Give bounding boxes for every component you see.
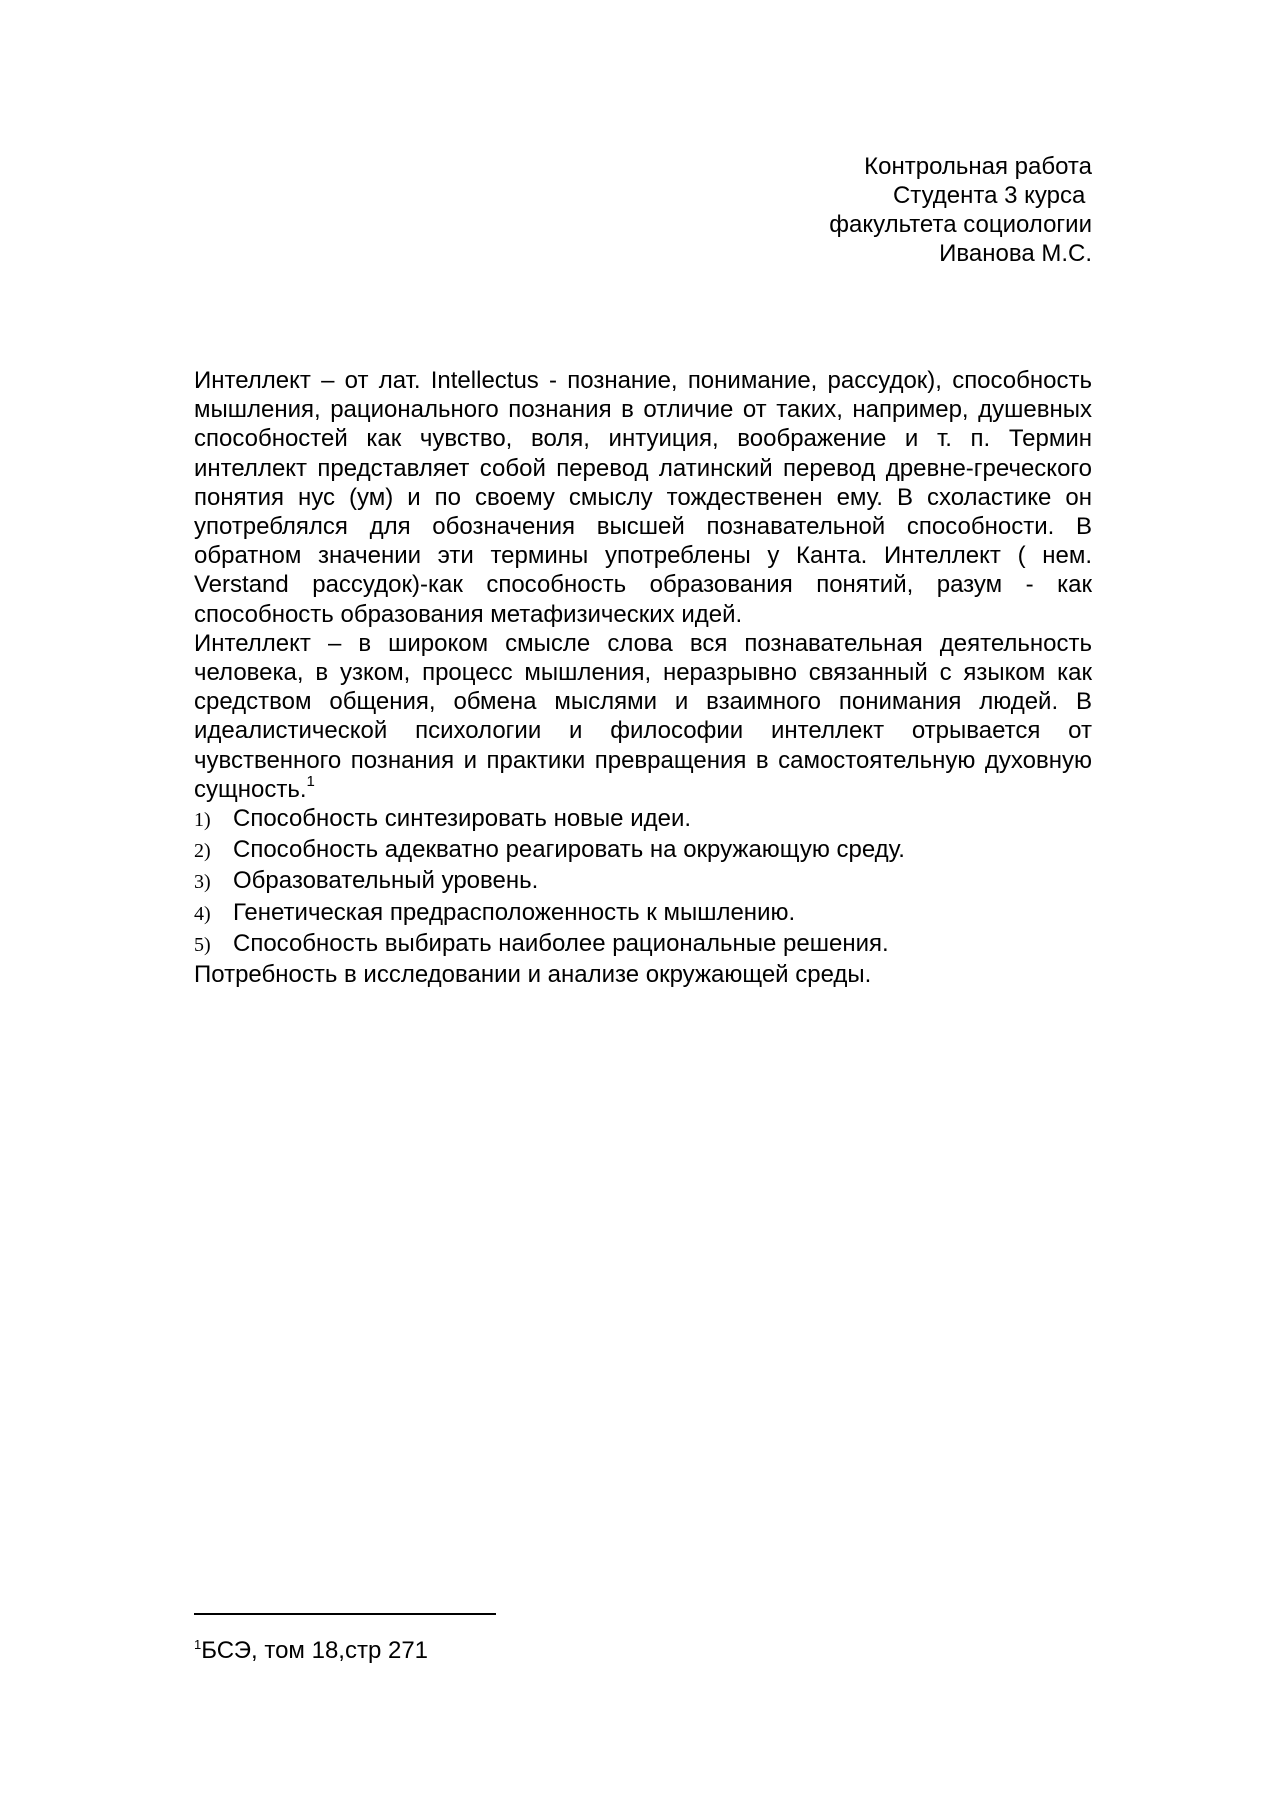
title-line-faculty: факультета социологии xyxy=(829,211,1092,238)
footnote-separator xyxy=(194,1613,496,1615)
title-line-work-type: Контрольная работа xyxy=(864,153,1092,180)
list-item-number: 4) xyxy=(194,902,211,925)
list-item xyxy=(194,929,1092,960)
list-item-text: Образовательный уровень. xyxy=(233,867,539,895)
paragraph-need: Потребность в исследовании и анализе окружающей среды. xyxy=(194,961,872,989)
title-block xyxy=(592,152,1092,268)
list-item-number: 2) xyxy=(194,840,211,863)
list-item-text: Способность адекватно реагировать на окружающую среду. xyxy=(233,836,905,864)
paragraph-definition: Интеллект – от лат. Intellectus - познание, понимание, рассудок), способность мышления, рационального познания в отличие от таких, например, душевных способностей как чувство, воля, интуиция, воображение и т. п. Термин интеллект представляет собой перевод латинский перевод древне-греческого понятия нус (ум) и по своему смыслу тождественен ему. В схоластике он употреблялся для обозначения высшей познавательной способности. В обратном значении эти термины употреблены у Канта. Интеллект ( нем. Verstand рассудок)-как способность образования понятий, разум - как способность образования метафизических идей. xyxy=(194,367,1092,628)
list-item xyxy=(194,804,1092,835)
list-item xyxy=(194,866,1092,897)
list-item-text: Генетическая предрасположенность к мышлению. xyxy=(233,898,796,926)
list-item xyxy=(194,898,1092,929)
title-line-student: Студента 3 курса xyxy=(892,182,1092,209)
main-text xyxy=(194,366,1092,989)
paragraph-broad-sense xyxy=(194,629,1092,804)
footnote-mark: 1 xyxy=(194,1637,202,1652)
footnote xyxy=(194,1636,428,1665)
footnote-reference: 1 xyxy=(306,772,315,790)
list-item-number: 5) xyxy=(194,933,211,956)
list-item-number: 1) xyxy=(194,809,211,832)
footnote-text: БСЭ, том 18,стр 271 xyxy=(201,1637,429,1664)
list-item-text: Способность выбирать наиболее рациональные решения. xyxy=(233,929,889,957)
list-item-text: Способность синтезировать новые идеи. xyxy=(233,805,692,833)
criteria-list xyxy=(194,804,1092,960)
list-item-number: 3) xyxy=(194,871,211,894)
list-item xyxy=(194,835,1092,866)
paragraph-broad-sense-text: Интеллект – в широком смысле слова вся познавательная деятельность человека, в узком, процесс мышления, неразрывно связанный с языком как средством общения, обмена мыслями и взаимного понимания людей. В идеалистической психологии и философии интеллект отрывается от чувственного познания и практики превращения в самостоятельную духовную сущность. xyxy=(194,629,1092,803)
title-line-author: Иванова М.С. xyxy=(939,240,1092,267)
